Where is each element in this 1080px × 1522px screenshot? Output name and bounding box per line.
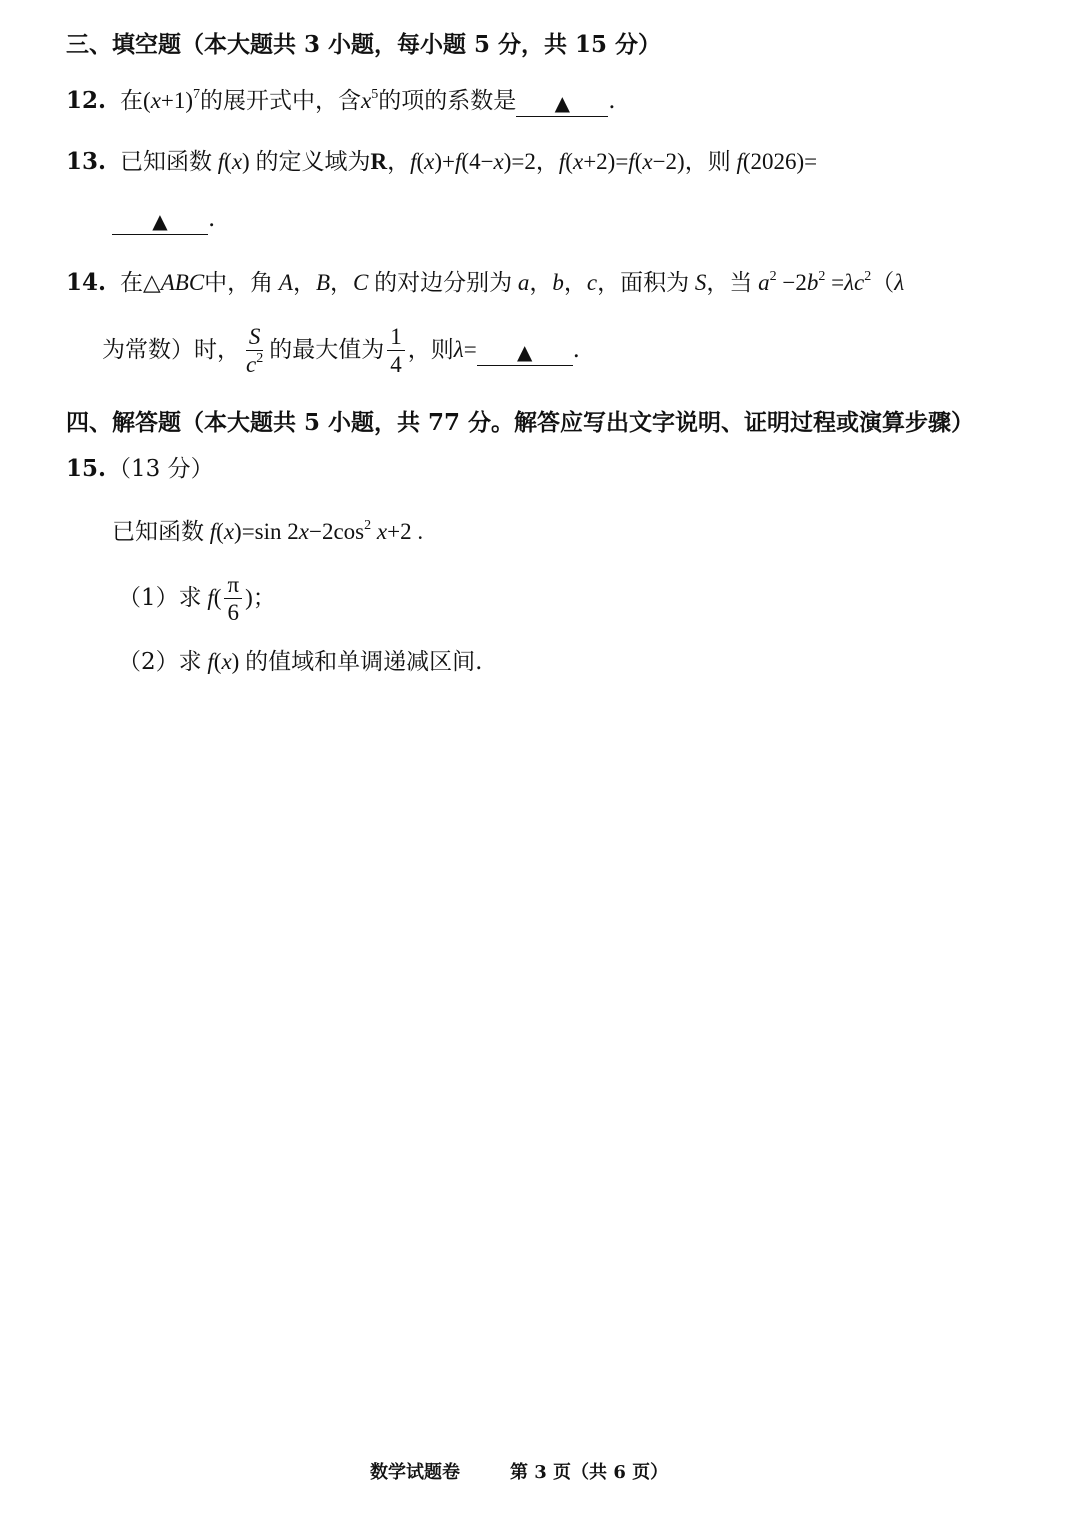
question-13: 13. 已知函数 f(x) 的定义域为R，f(x)+f(4−x)=2，f(x+2)=f(x−2)，则 f(2026)=	[66, 148, 818, 175]
triangle-icon: ▲	[516, 340, 533, 364]
answer-blank[interactable]	[516, 90, 608, 117]
question-number: 13.	[66, 148, 107, 175]
section-4-heading: 四、解答题（本大题共 5 小题，共 77 分。解答应写出文字说明、证明过程或演算步骤）	[66, 409, 975, 436]
triangle-icon: ▲	[554, 91, 570, 115]
footer-page-number: 第 3 页（共 6 页）	[510, 1462, 669, 1483]
footer-subject: 数学试题卷	[370, 1462, 460, 1483]
question-15-part-2: （2）求 f(x) 的值域和单调递减区间.	[118, 649, 483, 675]
triangle-icon: ▲	[152, 209, 168, 233]
question-12: 12. 在$(x+1)^7$的展开式中，含$x^5$的项的系数是 ▲ .	[66, 87, 616, 115]
question-15-header	[66, 454, 214, 484]
answer-blank[interactable]	[112, 208, 208, 235]
question-number: 15.	[66, 455, 107, 482]
fraction-pi-over-6: $\frac{\pi}{6}$	[224, 572, 242, 627]
question-score: （13 分）	[108, 456, 214, 482]
question-14: 14. 在△ABC中，角 A，B，C 的对边分别为 a，b，c，面积为 S，当 $a^2 -2b^2 =\lambda c^2(\lambda$	[66, 269, 905, 296]
question-14-line-2: 为常数）时， $\frac{S}{c^2}$ 的最大值为 $\frac{1}{4}$ ，则λ= ▲ .	[102, 323, 580, 377]
fraction-s-over-c2: $\frac{S}{c^2}$	[246, 323, 264, 377]
section-3-heading: 三、填空题（本大题共 3 小题，每小题 5 分，共 15 分）	[66, 31, 662, 58]
question-13-answer-line: ▲ .	[112, 204, 215, 235]
fraction-one-quarter: $\frac{1}{4}$	[387, 324, 405, 379]
question-15-statement: 已知函数 f(x)=sin $2x-2\cos^2$ x+2 .	[112, 518, 424, 545]
question-number: 12.	[66, 87, 107, 114]
answer-blank[interactable]	[477, 339, 573, 366]
question-15-part-1: （1）求 f( $\frac{\pi}{6}$ )；	[118, 571, 276, 625]
question-number: 14.	[66, 269, 107, 296]
